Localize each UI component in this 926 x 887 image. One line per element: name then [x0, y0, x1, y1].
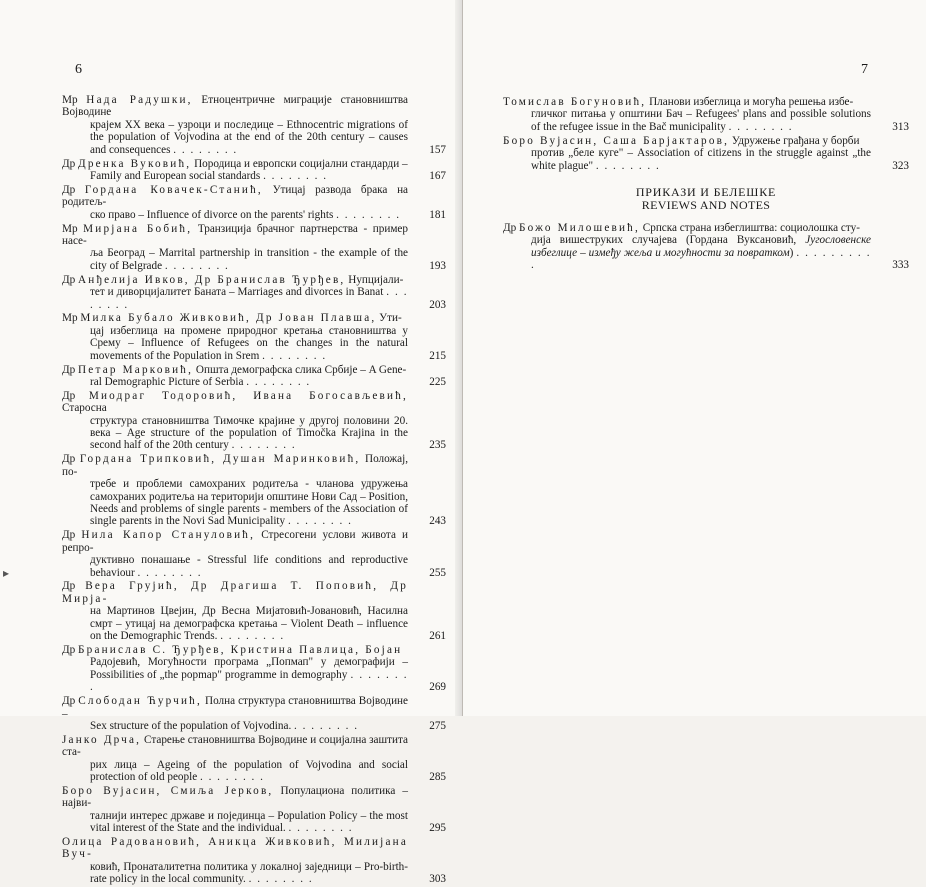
leader-dots: . . . . . . . .: [90, 668, 409, 694]
entry-continuation: [62, 209, 408, 221]
entry-continuation: [62, 376, 408, 388]
leader-dots: . . . . . . . .: [231, 439, 297, 452]
entry-text: [503, 96, 871, 108]
entry-title-cont: Радојевић, Могућности програма „Попмап" у демографији – Possibilities of „the popmap" programme in demography: [90, 656, 408, 681]
table-of-contents-right: [503, 96, 909, 173]
leader-dots: . . . . . . . .: [288, 822, 353, 835]
entry-text: [62, 785, 408, 810]
entry-text: [62, 734, 408, 759]
entry-text: [62, 223, 408, 248]
entry-continuation: [62, 720, 408, 732]
entry-continuation: [62, 554, 408, 579]
entry-title: Старење становништва Војводине и социјална заштита ста-: [62, 733, 409, 759]
entry-prefix: Др: [62, 363, 76, 376]
toc-entry: [62, 274, 446, 311]
entry-title: Полна структура становништва Војводине –: [62, 695, 409, 720]
entry-text: [62, 644, 408, 656]
entry-title-cont: ско право – Influence of divorce on the parents' rights: [90, 208, 334, 221]
entry-text: [503, 222, 871, 234]
entry-continuation: [62, 119, 408, 156]
leader-dots: . . . . . . . .: [199, 771, 265, 784]
entry-continuation: [503, 108, 871, 133]
entry-prefix: Др: [62, 183, 76, 196]
entry-title: Староснa: [62, 402, 107, 415]
entry-page: 333: [892, 259, 909, 272]
entry-title: Транзиција брачног партнерства - пример насе-: [62, 222, 408, 247]
entry-title-cont: дија вишеструких случајева (Гордана Вуксановић,: [531, 234, 806, 247]
leader-dots: . . . . . . . .: [246, 375, 311, 388]
entry-title: Положај, по-: [62, 453, 409, 478]
entry-title-cont: Sex structure of the population of Vojvodina.: [90, 719, 292, 732]
entry-page: 215: [429, 349, 446, 362]
entry-page: 255: [429, 566, 446, 579]
entry-page: 167: [429, 169, 446, 182]
entry-text: [62, 364, 408, 376]
entry-prefix: Др: [62, 273, 76, 286]
entry-author: Гордана Трипковић, Душан Маринковић,: [79, 453, 361, 466]
entry-author: Боро Вујасин, Саша Барјактаров,: [503, 134, 730, 147]
entry-text: [62, 274, 408, 286]
entry-text: [62, 453, 408, 478]
entry-continuation: [62, 656, 408, 693]
leader-dots: . . . . . . . .: [728, 120, 794, 133]
entry-title: Породица и европски социјални стандарди –: [194, 157, 408, 170]
entry-continuation: [62, 286, 408, 311]
entry-continuation: [62, 247, 408, 272]
section-heading: [503, 186, 909, 212]
entry-prefix: Др: [62, 695, 76, 708]
entry-title: Ути-: [379, 312, 402, 325]
entry-continuation: [62, 810, 408, 835]
entry-continuation: [503, 147, 871, 172]
entry-author: Слободан Ћурчић,: [78, 695, 202, 708]
entry-title-cont: тет и диворцијалитет Баната – Marriages and divorces in Banat: [90, 286, 384, 299]
toc-entry: [62, 223, 446, 273]
entry-author: Гордана Ковачек-Станић,: [84, 183, 263, 196]
entry-continuation: [62, 478, 408, 528]
toc-entry: [62, 94, 446, 156]
leader-dots: . . . . . . . .: [220, 630, 285, 643]
entry-prefix: Мр: [62, 222, 78, 235]
entry-page: 285: [429, 771, 446, 784]
entry-title: Популациона политика – најви-: [62, 784, 409, 810]
entry-title: Стресогени услови живота и репро-: [62, 529, 408, 554]
entry-author: Нада Радушки,: [86, 94, 193, 106]
entry-title-cont: ља Београд – Marrital partnership in transition - the example of the city of Belgrade: [90, 247, 408, 272]
reviews-list: [503, 222, 909, 273]
entry-title-end: ): [789, 246, 794, 259]
entry-title: Општа демографска слика Србије – A Gene-: [195, 363, 407, 376]
entry-title-cont: ral Demographic Picture of Serbia: [90, 375, 244, 388]
entry-continuation: [62, 325, 408, 362]
entry-page: 193: [429, 259, 446, 272]
entry-continuation: [62, 605, 408, 642]
entry-page: 181: [429, 208, 446, 221]
entry-continuation: [62, 415, 408, 452]
entry-author: Петар Марковић,: [78, 363, 194, 376]
entry-continuation: [62, 170, 408, 182]
entry-text: [62, 390, 408, 415]
leader-dots: . . . . . . . .: [287, 515, 353, 528]
leader-dots: . . . . . . . .: [262, 349, 327, 362]
leader-dots: . . . . . . . .: [263, 169, 328, 182]
entry-text: [62, 529, 408, 554]
leader-dots: . . . . . . . .: [90, 286, 409, 311]
entry-author: Миодраг Тодоровић, Ивана Богосављевић,: [88, 389, 409, 402]
entry-title-cont: Family and European social standards: [90, 169, 261, 182]
entry-author: Божо Милошевић,: [519, 222, 640, 234]
entry-title: Удружење грађана у борби: [731, 134, 860, 147]
entry-prefix: Др: [503, 222, 517, 234]
entry-title: Утицај развода брака на родитељ-: [62, 183, 409, 209]
toc-entry: [62, 734, 446, 784]
entry-page: 295: [429, 822, 446, 835]
page-number-left: 6: [75, 62, 82, 77]
toc-entry: [62, 529, 446, 579]
entry-prefix: Др: [62, 389, 76, 402]
entry-continuation: [62, 861, 408, 886]
toc-entry: [62, 158, 446, 183]
entry-author: Олица Радовановић, Аникца Живковић, Милијана Вуч-: [62, 836, 408, 861]
leader-dots: . . . . . . . .: [248, 873, 314, 886]
entry-title-cont: против „беле куге" – Association of citizens in the struggle against „the white plague": [531, 147, 871, 172]
toc-entry: [62, 644, 446, 694]
entry-prefix: Др: [62, 643, 76, 656]
entry-text: [62, 580, 408, 605]
entry-prefix: Мр: [62, 312, 78, 325]
entry-author: Анђелија Ивков, Др Бранислав Ђурђев,: [78, 273, 346, 286]
left-page: [0, 0, 463, 886]
entry-author: Јанко Дрча,: [62, 733, 142, 746]
entry-text: [62, 312, 408, 324]
entry-text: [62, 158, 408, 170]
entry-author: Боро Вујасин, Смиља Јерков,: [62, 784, 274, 797]
entry-title-cont: цај избеглица на промене природног кретања становништва у Срему – Influence of Refugees on the changes in the natural movements of the Population in Srem: [90, 324, 408, 362]
toc-entry: [62, 580, 446, 642]
toc-entry: [62, 364, 446, 389]
entry-author: Томислав Богуновић,: [503, 96, 647, 108]
entry-prefix: Мр: [62, 94, 78, 106]
entry-text: [62, 184, 408, 209]
leader-dots: . . . . . . . .: [137, 566, 202, 579]
entry-title-cont: дуктивно понашање - Stressful life conditions and reproductive behaviour: [90, 554, 408, 579]
entry-prefix: Др: [62, 453, 76, 466]
entry-page: 157: [429, 143, 446, 156]
entry-title-cont: на Мартинов Цвејин, Др Весна Мијатовић-Јовановић, Насилна смрт – утицај на демографска кретања – Violent Death – influence on the Demographic Trends.: [90, 605, 408, 643]
right-page: [463, 0, 926, 716]
margin-mark: ▸: [3, 566, 10, 580]
toc-entry: [503, 135, 909, 172]
entry-title-cont: структура становништва Тимочке крајине у другој половини 20. века – Age structure of the population of Timočka Krajina in the second half of the 20th century: [90, 414, 408, 452]
entry-author: Вера Грујић, Др Драгиша Т. Поповић, Др Мирја-: [62, 580, 408, 605]
entry-page: 303: [429, 873, 446, 886]
leader-dots: . . . . . . . .: [173, 143, 238, 156]
entry-text: [62, 695, 408, 720]
entry-title: Планови избеглица и могућа решења избе-: [649, 96, 854, 108]
entry-continuation: [62, 759, 408, 784]
entry-page: 269: [429, 681, 446, 694]
entry-author: Мирјана Бобић,: [83, 222, 193, 235]
entry-page: 261: [429, 630, 446, 643]
toc-entry: [503, 96, 909, 133]
entry-page: 203: [429, 298, 446, 311]
entry-continuation: [503, 234, 871, 271]
entry-page: 275: [429, 719, 446, 732]
leader-dots: . . . . . . . . . .: [531, 246, 871, 272]
entry-title: Етноцентричне миграције становништва Војводине: [62, 94, 408, 119]
entry-title: Српска страна избеглиштва: социолошка сту-: [642, 222, 860, 234]
table-of-contents-left: [62, 94, 446, 887]
entry-prefix: Др: [62, 157, 76, 170]
toc-entry: [62, 836, 446, 886]
toc-entry: [62, 184, 446, 221]
entry-author: Бранислав С. Ђурђев, Кристина Павлица, Бојан: [78, 643, 403, 656]
entry-title-cont: талнији интерес државе и појединца – Population Policy – the most vital interest of the State and the individual.: [90, 809, 408, 835]
section-heading-english: REVIEWS AND NOTES: [641, 198, 771, 212]
entry-prefix: Др: [62, 529, 76, 542]
entry-page: 235: [429, 439, 446, 452]
entry-title-cont: ковић, Пронаталитетна политика у локалној заједници – Pro-birth-rate policy in the local community.: [90, 860, 408, 886]
entry-page: 225: [429, 375, 446, 388]
entry-title-cont: требе и проблеми самохраних родитеља - чланова удружења самохраних родитеља на територији општине Нови Сад – Position, Needs and problems of single parents - members of the Association of single parents in the Novi Sad Municipality: [90, 478, 408, 528]
toc-entry: [62, 695, 446, 732]
entry-prefix: Др: [62, 580, 76, 593]
leader-dots: . . . . . . . .: [595, 159, 661, 172]
leader-dots: . . . . . . . .: [336, 208, 401, 221]
entry-title-cont: гличког питања у општини Бач – Refugees' plans and possible solutions of the refugee issue in the Bač municipality: [531, 108, 871, 133]
entry-page: 243: [429, 515, 446, 528]
entry-author: Дренка Вуковић,: [78, 157, 192, 170]
toc-entry: [62, 785, 446, 835]
toc-entry: [62, 312, 446, 362]
toc-entry: [62, 390, 446, 452]
page-number-right: 7: [861, 62, 868, 77]
leader-dots: . . . . . . . .: [294, 719, 359, 732]
entry-title-cont: рих лица – Ageing of the population of Vojvodina and social protection of old people: [90, 758, 408, 784]
toc-entry: [62, 453, 446, 527]
leader-dots: . . . . . . . .: [164, 259, 230, 272]
entry-page: 323: [892, 159, 909, 172]
entry-author: Нила Капор Стануловић,: [81, 529, 256, 542]
entry-text: [62, 836, 408, 861]
entry-title: Нупцијали-: [348, 273, 404, 286]
entry-text: [503, 135, 871, 147]
entry-page: 313: [892, 120, 909, 133]
entry-title-cont: крајем XX века – узроци и последице – Ethnocentric migrations of the population of Vojvodina at the end of the 20th century – causes and consequences: [90, 118, 408, 156]
section-heading-serbian: ПРИКАЗИ И БЕЛЕШКЕ: [635, 185, 777, 199]
entry-italic-title: Југословенске избеглице – између жеља и могућности за повратком: [531, 234, 871, 259]
entry-author: Милка Бубало Живковић, Др Јован Плавша,: [80, 312, 377, 325]
entry-text: [62, 94, 408, 119]
toc-entry: [503, 222, 909, 272]
